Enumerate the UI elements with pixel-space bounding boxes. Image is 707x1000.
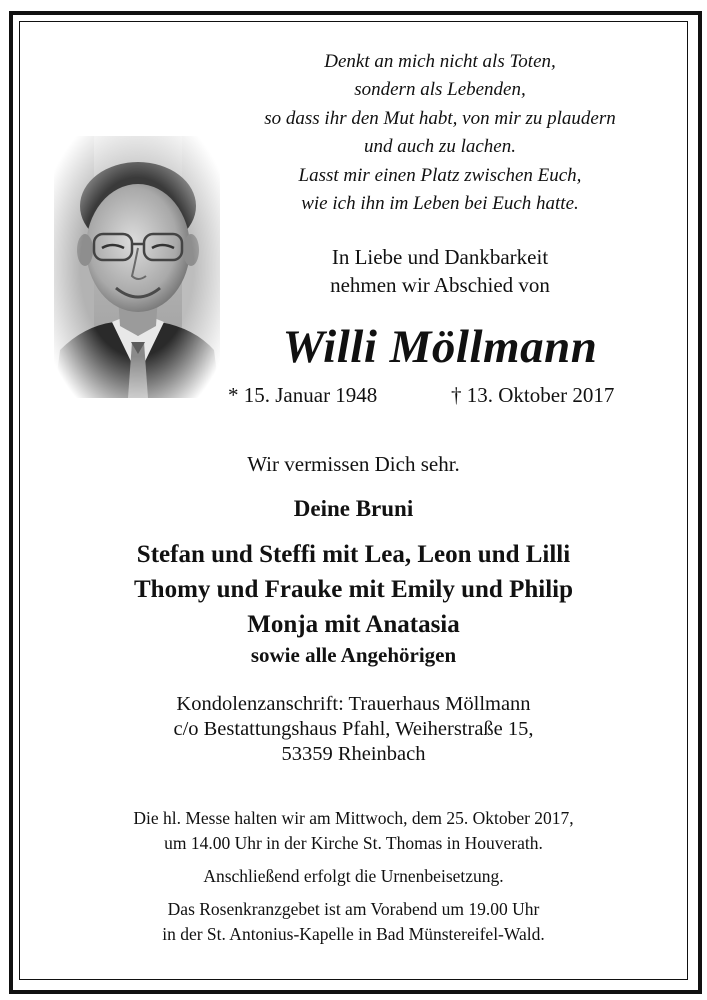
mourner-family-line: Monja mit Anatasia <box>247 611 460 638</box>
poem-line: wie ich ihn im Leben bei Euch hatte. <box>301 193 579 215</box>
mourner-spouse: Deine Bruni <box>293 496 414 521</box>
death-date: † 13. Oktober 2017 <box>451 383 615 407</box>
rosary-line-2: in der St. Antonius-Kapelle in Bad Münstereifel-Wald. <box>162 924 545 944</box>
poem-line: und auch zu lachen. <box>364 136 516 158</box>
farewell-intro <box>232 243 648 299</box>
intro-line-2: nehmen wir Abschied von <box>330 273 550 297</box>
address-line-3: 53359 Rheinbach <box>281 743 426 765</box>
service-info <box>0 806 707 947</box>
portrait-illustration <box>54 136 220 398</box>
deceased-name: Willi Möllmann <box>282 321 598 373</box>
mourner-families <box>0 537 707 642</box>
poem-line: so dass ihr den Mut habt, von mir zu plaudern <box>264 107 616 129</box>
poem-line: sondern als Lebenden, <box>354 79 526 101</box>
burial-line: Anschließend erfolgt die Urnenbeisetzung. <box>203 866 504 886</box>
condolence-address <box>0 692 707 767</box>
mourner-family-line: Stefan und Steffi mit Lea, Leon und Lilli <box>136 541 571 568</box>
portrait-photo <box>54 136 220 398</box>
address-line-2: c/o Bestattungshaus Pfahl, Weiherstraße 15, <box>173 718 534 740</box>
intro-line-1: In Liebe und Dankbarkeit <box>331 245 549 269</box>
mass-line-2: um 14.00 Uhr in der Kirche St. Thomas in Houverath. <box>164 833 543 853</box>
mass-line-1: Die hl. Messe halten wir am Mittwoch, dem 25. Oktober 2017, <box>133 808 574 828</box>
mourner-others: sowie alle Angehörigen <box>250 643 457 667</box>
mourner-family-line: Thomy und Frauke mit Emily und Philip <box>133 576 573 603</box>
birth-date: * 15. Januar 1948 <box>228 383 378 407</box>
address-line-1: Kondolenzanschrift: Trauerhaus Möllmann <box>176 693 531 715</box>
miss-text: Wir vermissen Dich sehr. <box>247 452 460 476</box>
poem-line: Denkt an mich nicht als Toten, <box>324 51 556 72</box>
memorial-poem <box>222 48 658 218</box>
poem-line: Lasst mir einen Platz zwischen Euch, <box>298 164 582 186</box>
rosary-line-1: Das Rosenkranzgebet ist am Vorabend um 19.00 Uhr <box>167 899 540 919</box>
